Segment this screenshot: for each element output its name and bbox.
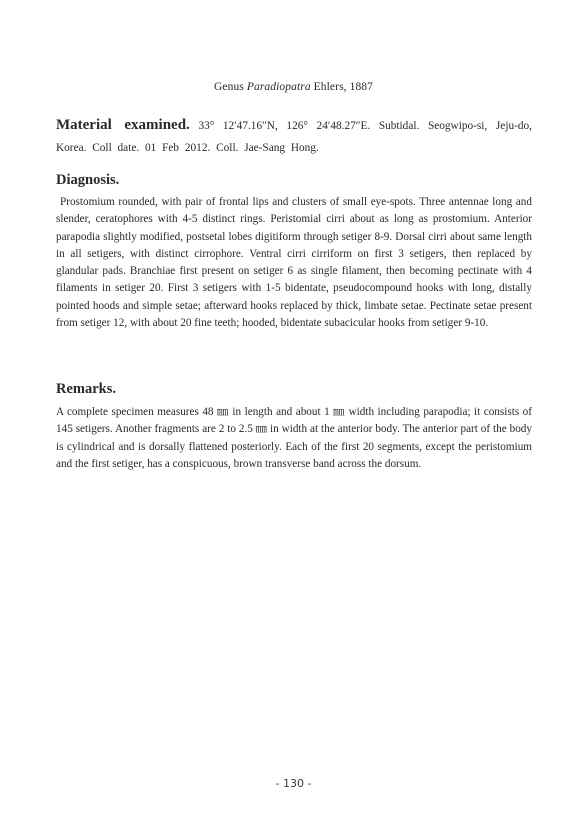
material-examined-label: Material examined. — [56, 117, 190, 133]
diagnosis-paragraph: Prostomium rounded, with pair of frontal lips and clusters of small eye-spots. Three antennae long and slender, ceratophores with 4-5 distinct rings. Peristomial cirri about as long as prostomium. Anterior parapodia slightly modified, postsetal lobes digitiform through setiger 8-9. Dorsal cirri about same length in all setigers, with distinct cirrophore. Ventral cirri cirriform on first 3 setigers, then replaced by glandular pads. Branchiae first present on setiger 6 as single filament, then becoming pectinate with 4 filaments in setiger 20. First 3 setigers with 1-5 bidentate, pseudocompound hooks with long, distally pointed hoods and simple setae; afterward hooks replaced by thick, limbate setae. Pectinate setae present from setiger 12, with about 20 fine teeth; hooded, bidentate subacicular hooks from setiger 9-10. — [56, 196, 532, 330]
remarks-paragraph: A complete specimen measures 48 ㎜ in length and about 1 ㎜ width including parapodia; it consists of 145 setigers. Another fragments are 2 to 2.5 ㎜ in width at the anterior body. The anterior part of the body is cylindrical and is dorsally flattened posteriorly. Each of the first 20 segments, except the peristomium and the first setiger, has a conspicuous, brown transverse band across the dorsum. — [56, 406, 532, 470]
genus-heading-prefix: Genus — [213, 81, 247, 93]
genus-heading — [0, 81, 587, 93]
genus-name: Paradiopatra — [246, 81, 311, 93]
material-examined-text: 33° 12′47.16″N, 126° 24′48.27″E. Subtidal. Seogwipo-si, Jeju-do, Korea. Coll date. 01 Feb 2012. Coll. Jae-Sang Hong. — [56, 120, 532, 154]
genus-authority: Ehlers, 1887 — [310, 81, 373, 93]
material-examined-paragraph — [56, 114, 532, 159]
diagnosis-heading: Diagnosis. — [56, 172, 120, 188]
remarks-heading: Remarks. — [56, 381, 117, 397]
page-number: - 130 - — [275, 777, 312, 790]
